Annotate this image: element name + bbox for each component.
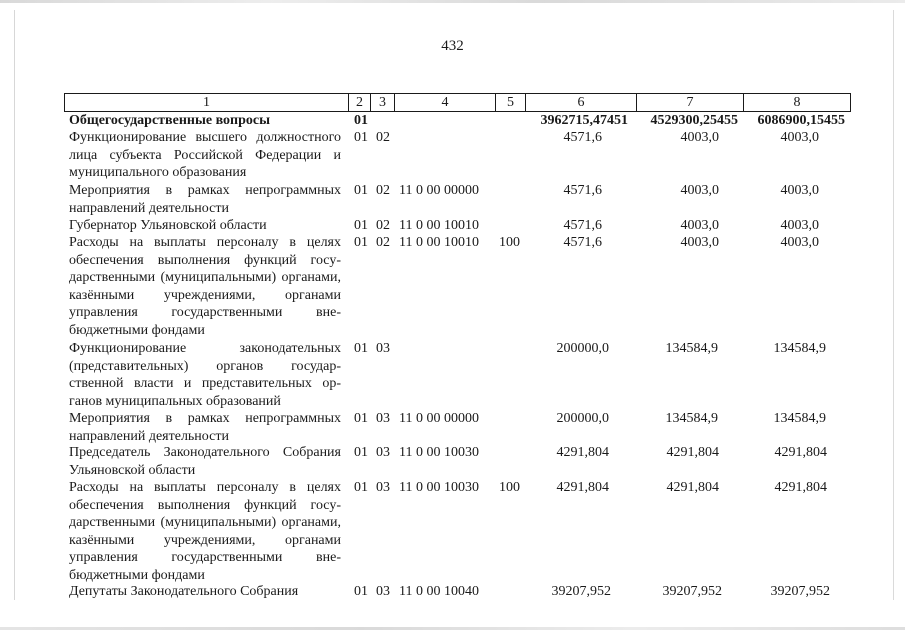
row-value-7: 4003,0 [680, 183, 719, 198]
row-value-6: 4571,6 [563, 130, 602, 145]
row-section: 01 [354, 218, 368, 233]
row-value-7: 134584,9 [665, 341, 718, 356]
row-value-6: 3962715,47451 [540, 113, 628, 128]
row-name: Депутаты Законодательного Собрания [69, 584, 299, 599]
page-number: 432 [441, 38, 464, 54]
row-section: 01 [354, 480, 368, 495]
row-name: Функционирование высшего должностного лица субъекта Российской Федерации и муниципального образования [69, 130, 341, 180]
row-name: Расходы на выплаты персоналу в целях обеспечения выполнения функций государственными (муниципальными) органами, казёнными учреждениями, органами управления государственными внебюджетными фондами [69, 480, 341, 583]
row-target-article: 11 0 00 00000 [399, 183, 479, 198]
row-target-article: 11 0 00 10010 [399, 218, 479, 233]
row-target-article: 11 0 00 10010 [399, 235, 479, 250]
header-col-4: 4 [394, 93, 495, 112]
row-value-6: 200000,0 [556, 341, 609, 356]
row-subsection: 03 [376, 341, 390, 356]
row-subsection: 03 [376, 584, 390, 599]
row-section: 01 [354, 411, 368, 426]
row-name: Общегосударственные вопросы [69, 113, 271, 128]
row-value-8: 39207,952 [770, 584, 830, 599]
row-value-8: 4003,0 [780, 218, 819, 233]
row-value-8: 4291,804 [774, 480, 827, 495]
row-value-8: 134584,9 [773, 341, 826, 356]
row-value-7: 39207,952 [662, 584, 722, 599]
row-value-8: 4003,0 [780, 130, 819, 145]
row-section: 01 [354, 445, 368, 460]
row-subsection: 02 [376, 218, 390, 233]
row-target-article: 11 0 00 10030 [399, 480, 479, 495]
row-section: 01 [354, 183, 368, 198]
row-section: 01 [354, 584, 368, 599]
row-name: Губернатор Ульяновской области [69, 218, 267, 233]
row-value-6: 4571,6 [563, 235, 602, 250]
row-subsection: 03 [376, 411, 390, 426]
row-target-article: 11 0 00 00000 [399, 411, 479, 426]
scan-edge-bottom [0, 627, 905, 630]
row-name: Мероприятия в рамках непрограммных направлений деятельности [69, 411, 341, 444]
row-subsection: 02 [376, 183, 390, 198]
row-section: 01 [354, 130, 368, 145]
row-value-6: 200000,0 [556, 411, 609, 426]
row-name: Мероприятия в рамках непрограммных направлений деятельности [69, 183, 341, 216]
row-value-6: 4571,6 [563, 218, 602, 233]
header-col-1: 1 [64, 93, 348, 112]
row-value-8: 4003,0 [780, 183, 819, 198]
row-section: 01 [354, 341, 368, 356]
row-value-8: 4003,0 [780, 235, 819, 250]
scan-edge-left [14, 10, 15, 600]
row-value-6: 4291,804 [556, 445, 609, 460]
row-target-article: 11 0 00 10040 [399, 584, 479, 599]
scan-edge-top [0, 0, 905, 3]
row-target-article: 11 0 00 10030 [399, 445, 479, 460]
row-subsection: 02 [376, 235, 390, 250]
row-expense-type: 100 [499, 235, 520, 250]
header-col-3: 3 [370, 93, 394, 112]
row-value-7: 4003,0 [680, 130, 719, 145]
header-col-8: 8 [743, 93, 851, 112]
header-col-6: 6 [525, 93, 636, 112]
row-value-7: 4291,804 [666, 480, 719, 495]
row-subsection: 03 [376, 480, 390, 495]
row-expense-type: 100 [499, 480, 520, 495]
row-value-8: 6086900,15455 [757, 113, 845, 128]
row-value-7: 4291,804 [666, 445, 719, 460]
row-subsection: 02 [376, 130, 390, 145]
row-name: Расходы на выплаты персоналу в целях обеспечения выполнения функций государственными (муниципальными) органами, казёнными учреждениями, органами управления государственными внебюджетными фондами [69, 235, 341, 338]
header-col-7: 7 [636, 93, 743, 112]
row-value-7: 4003,0 [680, 235, 719, 250]
header-col-2: 2 [348, 93, 370, 112]
row-value-7: 134584,9 [665, 411, 718, 426]
row-subsection: 03 [376, 445, 390, 460]
row-name: Председатель Законодательного Собрания Ульяновской области [69, 445, 341, 478]
row-value-7: 4003,0 [680, 218, 719, 233]
row-value-6: 4291,804 [556, 480, 609, 495]
row-name: Функционирование законодательных (представительных) органов государственной власти и представительных органов муниципальных образований [69, 341, 341, 409]
row-value-8: 134584,9 [773, 411, 826, 426]
row-value-8: 4291,804 [774, 445, 827, 460]
row-value-6: 4571,6 [563, 183, 602, 198]
scan-edge-right [893, 10, 894, 600]
header-col-5: 5 [495, 93, 525, 112]
row-section: 01 [354, 235, 368, 250]
row-value-7: 4529300,25455 [650, 113, 738, 128]
row-section: 01 [354, 113, 368, 128]
row-value-6: 39207,952 [551, 584, 611, 599]
